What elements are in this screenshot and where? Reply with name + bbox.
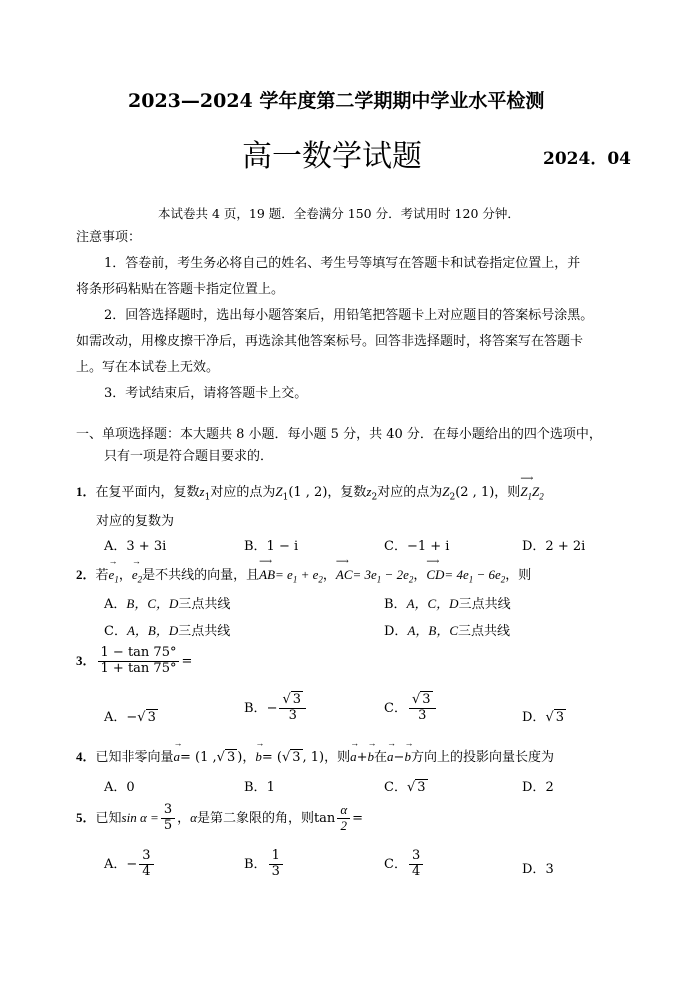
q1-option-b[interactable]: B．1 − i xyxy=(244,539,299,554)
q1-text: ，则 xyxy=(494,485,521,500)
q4-option-c[interactable]: C．√ 3 xyxy=(384,780,426,795)
sub: 2 xyxy=(449,492,456,503)
question-number: 2． xyxy=(76,567,96,582)
equals: = xyxy=(352,810,364,826)
q5-option-d[interactable]: D．3 xyxy=(522,862,554,877)
sub: 1 xyxy=(282,492,289,503)
question-number: 1． xyxy=(76,484,96,499)
q2-text: 若 xyxy=(95,568,109,583)
q1-option-a[interactable]: A．3 + 3i xyxy=(104,539,167,554)
comma: ， xyxy=(322,568,336,583)
sub: 1 xyxy=(204,492,211,503)
q2-text: ，则 xyxy=(505,568,532,583)
fraction: $\frac{3}{5}$ xyxy=(161,803,175,834)
tan: tan xyxy=(313,810,336,826)
b-value: = ( xyxy=(261,750,282,765)
q5-text: 已知 xyxy=(95,810,122,826)
fraction: $\frac{1 - \tan 75^\circ}{1 + \tan 75^\circ}$ xyxy=(98,646,180,677)
q5-text: 是第二象限的角，则 xyxy=(196,810,314,826)
notice-2-line-1: 2．回答选择题时，选出每小题答案后，用铅笔把答题卡上对应题目的答案标号涂黑。 xyxy=(104,308,594,323)
question-number: 4． xyxy=(76,749,96,764)
q1-option-c[interactable]: C．−1 + i xyxy=(384,539,450,554)
q2-option-d[interactable]: D．A，B，C三点共线 xyxy=(384,623,511,639)
notice-2-line-2: 如需改动，用橡皮擦干净后，再选涂其他答案标号。回答非选择题时，将答案写在答题卡 xyxy=(76,334,584,349)
intro-text: 本试卷共 4 页，19 题．全卷满分 150 分．考试用时 120 分钟． xyxy=(158,206,520,221)
var-z: z xyxy=(199,484,205,499)
q4-text: 在 xyxy=(374,750,388,765)
notice-heading: 注意事项： xyxy=(76,230,142,245)
question-1 xyxy=(76,481,544,503)
q2-text: 是不共线的向量，且 xyxy=(142,568,260,583)
eq-cd: = $4e_1 - 6e_2$ xyxy=(444,567,506,585)
exam-title: 2023—2024 学年度第二学期期中学业水平检测 xyxy=(128,90,545,112)
vector-b: → b xyxy=(255,749,262,765)
q3-option-c[interactable]: C． $\frac{√ 3}{3}$ xyxy=(384,693,438,724)
section-heading-line-2: 只有一项是符合题目要求的． xyxy=(104,449,274,464)
var-Z: Z xyxy=(442,484,450,499)
question-number: 3． xyxy=(76,652,96,668)
q1-text: 对应的点为 xyxy=(377,485,443,500)
q4-option-d[interactable]: D．2 xyxy=(522,780,554,795)
equals: = xyxy=(181,653,193,669)
notice-1-line-1: 1．答卷前，考生务必将自己的姓名、考生号等填写在答题卡和试卷指定位置上，并 xyxy=(104,256,581,271)
alpha: α xyxy=(190,809,197,825)
question-3 xyxy=(76,646,192,677)
q5-option-a[interactable]: A．− $\frac{3}{4}$ xyxy=(104,849,156,880)
q5-option-c[interactable]: C． $\frac{3}{4}$ xyxy=(384,849,425,880)
sin-alpha: sin α = xyxy=(121,809,159,825)
q1-text: 在复平面内，复数 xyxy=(95,485,200,500)
eq-ab: = $e_1 + e_2$ xyxy=(275,567,323,585)
q5-text: ， xyxy=(177,810,191,826)
a-close: )， xyxy=(237,750,256,765)
question-5 xyxy=(76,803,363,834)
q4-option-b[interactable]: B．1 xyxy=(244,780,275,795)
vector-a: → a xyxy=(174,749,181,765)
q3-option-a[interactable]: A．−√ 3 xyxy=(104,710,156,725)
q2-option-b[interactable]: B．A，C，D三点共线 xyxy=(384,596,511,612)
vector-AB: ⟶ AB xyxy=(259,567,275,583)
sub: 2 xyxy=(371,492,378,503)
q4-text: 方向上的投影向量长度为 xyxy=(410,750,554,765)
var-Z: Z xyxy=(275,484,283,499)
sqrt: √ 3 xyxy=(137,710,156,725)
sqrt: √ 3 xyxy=(216,750,236,765)
point-1: (1 , 2) xyxy=(288,485,328,500)
q4-text: 已知非零向量 xyxy=(95,750,174,765)
notice-2-line-3: 上。写在本试卷上无效。 xyxy=(76,360,220,375)
vector-e2: → $e_2$ xyxy=(132,567,142,585)
q5-option-b[interactable]: B． $\frac{1}{3}$ xyxy=(244,849,285,880)
comma: ， xyxy=(118,568,132,583)
b-close: , 1)，则 xyxy=(302,750,351,765)
notice-1-line-2: 将条形码粘贴在答题卡指定位置上。 xyxy=(76,282,285,297)
q1-text-line-2: 对应的复数为 xyxy=(96,514,175,529)
q2-option-a[interactable]: A．B，C，D三点共线 xyxy=(104,596,231,612)
var-z: z xyxy=(366,484,372,499)
point-2: (2 , 1) xyxy=(455,485,495,500)
q1-text: 对应的点为 xyxy=(210,485,276,500)
subject-title: 高一数学试题 xyxy=(242,139,422,174)
q3-option-b[interactable]: B．− $\frac{√ 3}{3}$ xyxy=(244,693,308,724)
notice-3-line-1: 3．考试结束后，请将答题卡上交。 xyxy=(104,386,308,401)
vector-e1: → $e_1$ xyxy=(109,567,119,585)
q1-option-d[interactable]: D．2 + 2i xyxy=(522,539,586,554)
fraction: $\frac{\alpha}{2}$ xyxy=(337,803,350,834)
question-4: 4．已知非零向量→ a= (1 ,√ 3 )，→ b= (√ 3 , 1)，则→ a+→ b在→ a−→ b方向上的投影向量长度为 xyxy=(76,746,554,765)
eq-ac: = $3e_1 - 2e_2$ xyxy=(352,567,414,585)
vector-Z1Z2: ⟶ $Z_1Z_2$ xyxy=(520,484,543,502)
question-2 xyxy=(76,564,531,585)
q4-option-a[interactable]: A．0 xyxy=(104,780,135,795)
q1-text: ，复数 xyxy=(327,485,367,500)
vector-CD: ⟶ CD xyxy=(426,567,444,583)
section-heading: 一、单项选择题：本大题共 8 小题．每小题 5 分，共 40 分．在每小题给出的四个选项中， xyxy=(76,427,602,442)
comma: ， xyxy=(413,568,427,583)
sqrt: √ 3 xyxy=(281,750,301,765)
exam-date: 2024．04 xyxy=(543,149,631,169)
q3-option-d[interactable]: D．√ 3 xyxy=(522,710,565,725)
question-number: 5． xyxy=(76,809,96,825)
q2-option-c[interactable]: C．A，B，D三点共线 xyxy=(104,623,231,639)
a-value: = (1 , xyxy=(180,750,217,765)
vector-AC: ⟶ AC xyxy=(336,567,353,583)
